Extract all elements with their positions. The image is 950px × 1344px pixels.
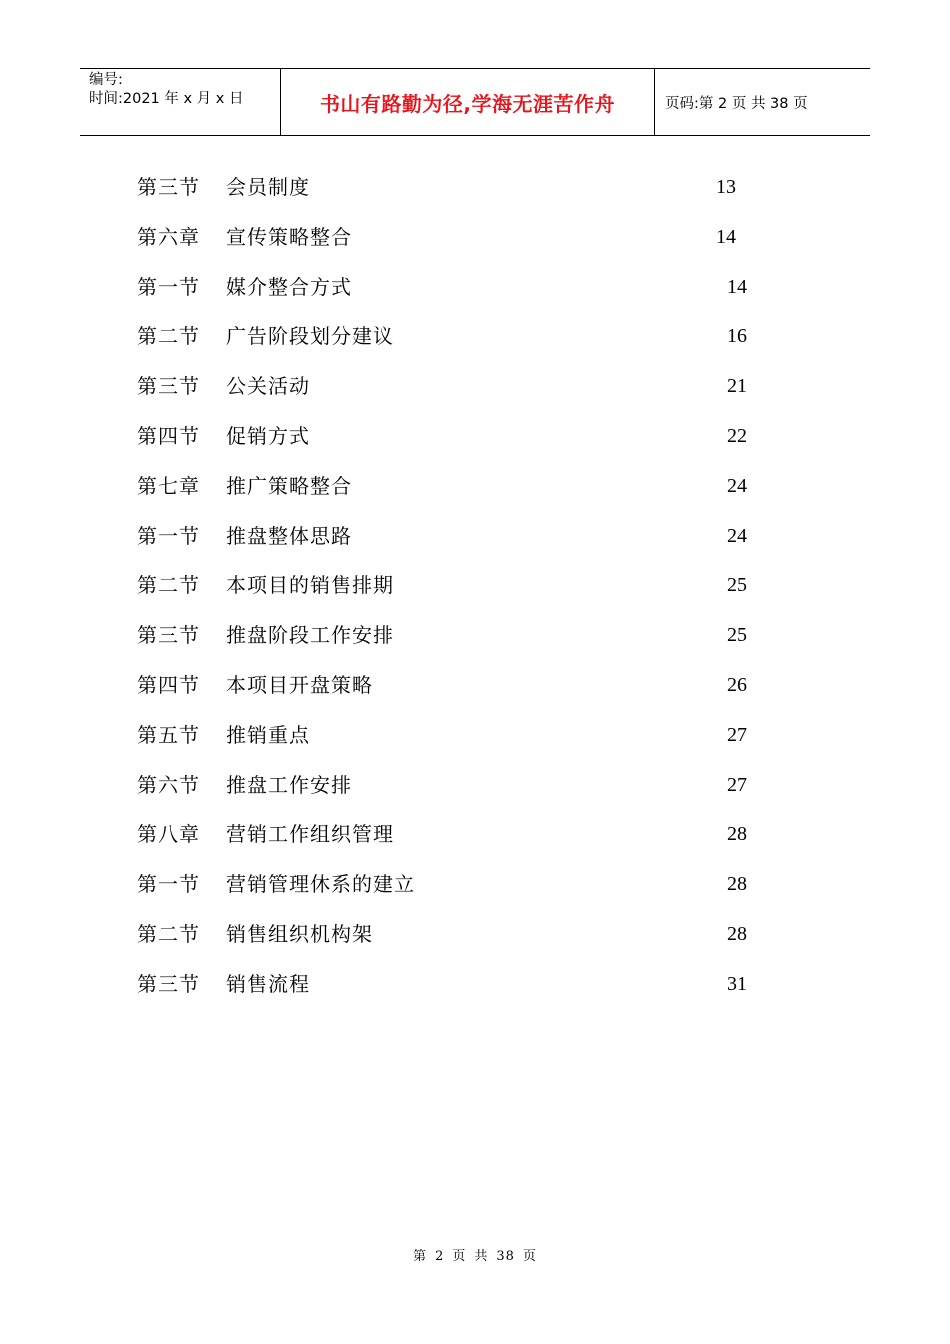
toc-entry-page: 22 <box>727 424 747 447</box>
toc-entry-number: 第三节 <box>137 971 200 996</box>
toc-entry <box>137 218 777 268</box>
toc-entry <box>137 915 777 965</box>
toc-entry-page: 24 <box>727 524 747 547</box>
footer-page-number: 2 <box>435 1249 445 1264</box>
toc-entry-page: 14 <box>716 225 736 248</box>
toc-entry <box>137 517 777 567</box>
toc-entry <box>137 417 777 467</box>
toc-entry-number: 第三节 <box>137 175 200 199</box>
toc-entry-title: 促销方式 <box>226 423 310 448</box>
toc-entry-title: 广告阶段划分建议 <box>226 324 394 349</box>
footer-ye2: 页 <box>522 1249 537 1264</box>
toc-entry <box>137 865 777 915</box>
toc-entry-number: 第一节 <box>137 523 200 548</box>
toc-entry-title: 推盘整体思路 <box>226 523 352 548</box>
toc-entry <box>137 168 777 218</box>
toc-entry-number: 第三节 <box>137 374 200 399</box>
header-motto-cell <box>281 69 655 135</box>
toc-entry-page: 28 <box>727 922 747 945</box>
toc-entry-number: 第四节 <box>137 423 200 448</box>
toc-entry-number: 第二节 <box>137 324 200 349</box>
document-code-label: 编号: <box>89 72 123 88</box>
toc-entry-page: 13 <box>716 176 736 198</box>
toc-entry-number: 第八章 <box>137 822 200 847</box>
toc-entry-number: 第六章 <box>137 224 200 249</box>
toc-entry <box>137 367 777 417</box>
toc-entry-page: 25 <box>727 574 747 597</box>
toc-entry <box>137 566 777 616</box>
toc-entry <box>137 766 777 816</box>
toc-entry-page: 24 <box>727 474 747 497</box>
toc-entry-page: 25 <box>727 624 747 647</box>
toc-entry-title: 推广策略整合 <box>226 473 352 498</box>
toc-entry-number: 第二节 <box>137 921 200 946</box>
toc-entry-title: 本项目开盘策略 <box>226 672 373 697</box>
header-page-cell <box>655 69 870 135</box>
toc-entry-title: 公关活动 <box>226 374 310 399</box>
toc-entry-title: 本项目的销售排期 <box>226 573 394 598</box>
toc-entry-title: 会员制度 <box>226 175 310 199</box>
toc-entry-number: 第五节 <box>137 722 200 747</box>
toc-entry <box>137 317 777 367</box>
footer-total-pages: 38 <box>496 1249 515 1264</box>
toc-entry <box>137 815 777 865</box>
toc-entry-title: 推盘阶段工作安排 <box>226 623 394 648</box>
toc-entry <box>137 467 777 517</box>
toc-entry <box>137 616 777 666</box>
toc-entry-title: 营销工作组织管理 <box>226 822 394 847</box>
toc-entry <box>137 716 777 766</box>
toc-entry-page: 26 <box>727 673 747 696</box>
toc-entry-number: 第六节 <box>137 772 200 797</box>
toc-entry <box>137 268 777 318</box>
toc-entry-number: 第四节 <box>137 672 200 697</box>
toc-entry-page: 14 <box>727 275 747 298</box>
toc-entry-title: 销售流程 <box>226 971 310 996</box>
toc-entry-number: 第一节 <box>137 872 200 897</box>
toc-entry-title: 推销重点 <box>226 722 310 747</box>
header-page-info: 页码:第 2 页 共 38 页 <box>665 95 808 112</box>
toc-entry-page: 27 <box>727 773 747 796</box>
footer-ye: 页 <box>452 1249 467 1264</box>
toc-entry-page: 21 <box>727 375 747 398</box>
toc-entry-page: 31 <box>727 972 747 995</box>
toc-entry <box>137 666 777 716</box>
document-time-label: 时间:2021 年 x 月 x 日 <box>89 91 244 107</box>
toc-entry-page: 28 <box>727 873 747 896</box>
toc-entry-page: 27 <box>727 723 747 746</box>
toc-entry-number: 第二节 <box>137 573 200 598</box>
toc-entry-title: 媒介整合方式 <box>226 274 352 299</box>
toc-entry-title: 销售组织机构架 <box>226 921 373 946</box>
header-meta-cell <box>80 69 281 135</box>
page-header <box>80 68 870 136</box>
table-of-contents <box>137 168 777 1015</box>
toc-entry-number: 第一节 <box>137 274 200 299</box>
toc-entry-number: 第三节 <box>137 623 200 648</box>
toc-entry-page: 28 <box>727 823 747 846</box>
toc-entry-page: 16 <box>727 325 747 348</box>
footer-di: 第 <box>413 1249 428 1264</box>
toc-entry-title: 推盘工作安排 <box>226 772 352 797</box>
toc-entry <box>137 965 777 1015</box>
header-motto: 书山有路勤为径,学海无涯苦作舟 <box>319 91 616 116</box>
footer-gong: 共 <box>474 1249 489 1264</box>
page-footer <box>0 1245 950 1264</box>
toc-entry-title: 宣传策略整合 <box>226 224 352 249</box>
toc-entry-number: 第七章 <box>137 473 200 498</box>
toc-entry-title: 营销管理休系的建立 <box>226 872 415 897</box>
